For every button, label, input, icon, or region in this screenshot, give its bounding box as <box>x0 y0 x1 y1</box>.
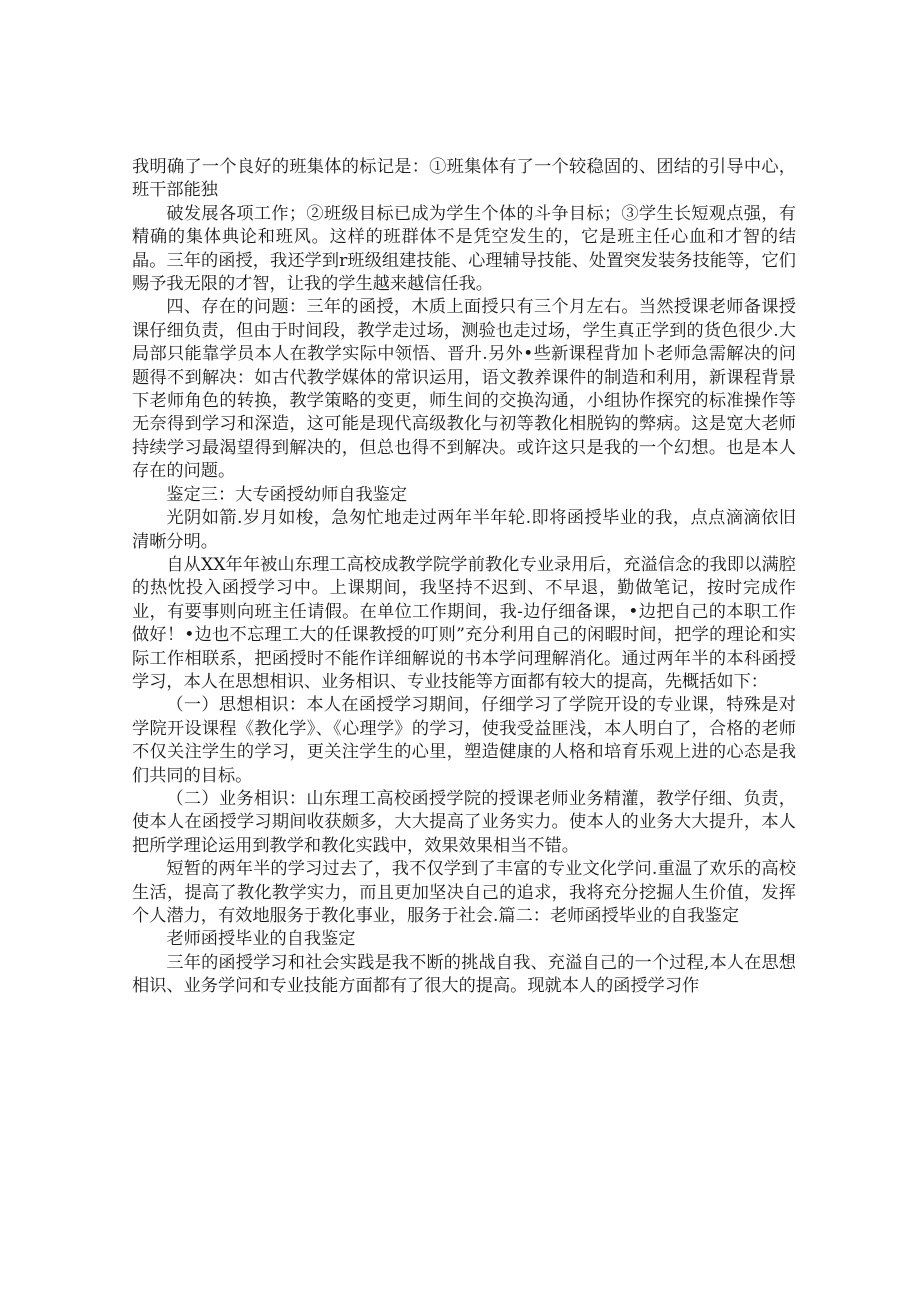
paragraph-time-flies: 光阴如箭.岁月如梭，急匆忙地走过两年半年轮.即将函授毕业的我，点点滴滴依旧清晰分明。 <box>132 508 796 552</box>
paragraph-admission-study: 自从XX年年被山东理工高校成教学院学前教化专业录用后，充溢信念的我即以满腔的热忱投入函授学习中。上课期间，我坚持不迟到、不早退，勤做笔记，按时完成作业，有要事则向班主任请假。在单位工作期间，我-边仔细备课，•边把自己的本职工作做好！•边也不忘理工大的任课教授的叮则”充分利用自己的闲暇时间，把学的理论和实际工作相联系，把函授时不能作详细解说的书本学问理解消化。通过两年半的本科函授学习，本人在思想相识、业务相识、专业技能等方面都有较大的提高，先概括如下： <box>132 554 796 692</box>
paragraph-ideological-awareness: （一）思想相识：本人在函授学习期间，仔细学习了学院开设的专业课，特殊是对学院开设课程《教化学》、《心理学》的学习，使我受益匪浅，本人明白了，合格的老师不仅关注学生的学习，更关注学生的心里，塑造健康的人格和培育乐观上进的心态是我们共同的目标。 <box>132 695 796 786</box>
section-heading-teacher-appraisal: 老师函授毕业的自我鉴定 <box>166 929 356 950</box>
paragraph-three-years: 三年的函授学习和社会实践是我不断的挑战自我、充溢自己的一个过程,本人在思想相识、业务学问和专业技能方面都有了很大的提高。现就本人的函授学习作 <box>132 952 796 997</box>
paragraph-existing-problems: 四、存在的问题：三年的函授，木质上面授只有三个月左右。当然授课老师备课授课仔细负责，但由于时间段，教学走过场，测验也走过场，学生真正学到的货色很少.大局部只能靠学员本人在教学实际中领悟、晋升.另外•些新课程背加卜老师急需解决的问题得不到解决：如古代教学媒体的常识运用，语文教养课件的制造和利用，新课程背景下老师角色的转换，教学策略的变更，师生间的交换沟通，小组协作探究的标准操作等无奈得到学习和深造，这可能是现代高级教化与初等教化相脱钩的弊病。这是宽大老师持续学习最渴望得到解决的，但总也得不到解决。或许这只是我的一个幻想。也是本人存在的问题。 <box>132 297 796 482</box>
document-body <box>132 156 796 999</box>
paragraph-summary: 短暂的两年半的学习过去了，我不仅学到了丰富的专业文化学问.重温了欢乐的高校生活，提高了教化教学实力，而且更加坚决自己的追求，我将充分挖掘人生价值，发挥个人潜力，有效地服务于教化事业，服务于社会.篇二：老师函授毕业的自我鉴定 <box>132 859 796 926</box>
paragraph-professional-awareness: （二）业务相识：山东理工高校函授学院的授课老师业务精灌，教学仔细、负责，使本人在函授学习期间收获颇多，大大提高了业务实力。使本人的业务大大提升，本人把所学理论运用到教学和教化实践中，效果效果相当不错。 <box>132 788 796 856</box>
paragraph-class-goals: 破发展各项工作；②班级目标已成为学生个体的斗争目标；③学生长短观点强，有精确的集体典论和班风。这样的班群体不是凭空发生的，它是班主任心血和才智的结晶。三年的函授，我还学到r班级组建技能、心理辅导技能、处置突发装务技能等，它们赐予我无限的才智，让我的学生越来越信任我。 <box>132 203 796 295</box>
paragraph-class-marker-intro: 我明确了一个良好的班集体的标记是：①班集体有了一个较稳固的、团结的引导中心，班干部能独 <box>132 157 796 201</box>
section-heading-appraisal-three: 鉴定三：大专函授幼师自我鉴定 <box>166 484 408 505</box>
